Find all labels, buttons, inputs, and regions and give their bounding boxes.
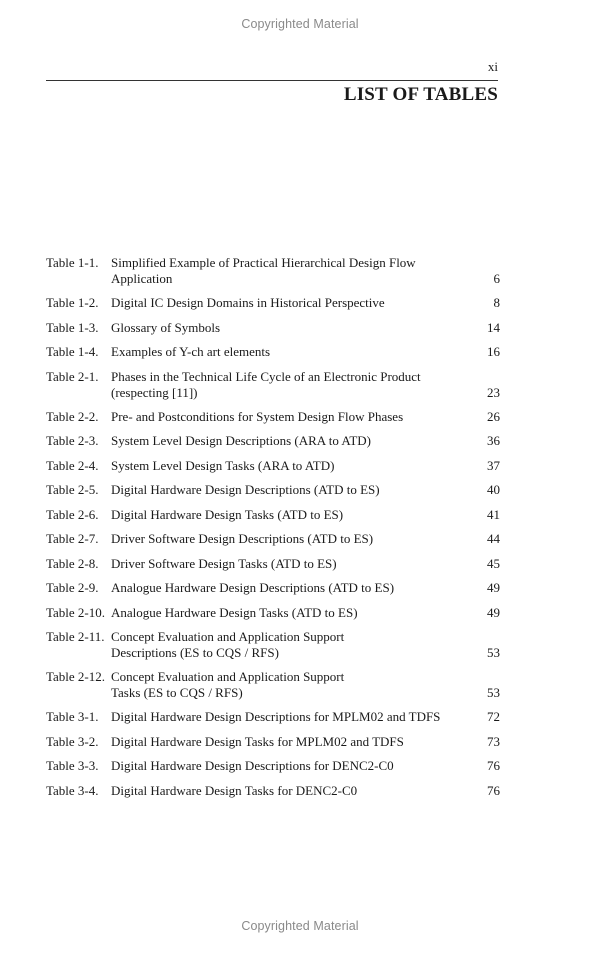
table-number: Table 2-3. xyxy=(46,433,99,448)
table-title xyxy=(111,255,470,287)
table-number: Table 2-1. xyxy=(46,368,99,384)
table-title-line: Phases in the Technical Life Cycle of an Electronic Product xyxy=(111,368,421,384)
page-reference: 72 xyxy=(487,709,500,724)
toc-entry xyxy=(46,758,500,774)
toc-entry xyxy=(46,369,500,401)
table-title-line: Glossary of Symbols xyxy=(111,319,221,335)
table-title-line: Digital Hardware Design Descriptions (ATD to ES) xyxy=(111,482,380,497)
page-reference: 26 xyxy=(487,408,500,424)
table-title xyxy=(111,320,470,336)
page-reference: 49 xyxy=(487,580,500,595)
table-title xyxy=(111,605,470,621)
toc-entry xyxy=(46,580,500,596)
table-title xyxy=(111,482,470,498)
page-reference: 14 xyxy=(487,319,500,335)
table-title-line: Examples of Y-ch art elements xyxy=(111,344,271,359)
table-title xyxy=(111,556,470,572)
toc-entry xyxy=(46,433,500,449)
table-number: Table 1-3. xyxy=(46,319,99,335)
table-title xyxy=(111,709,470,725)
table-title xyxy=(111,783,470,799)
table-title-line: Digital Hardware Design Tasks for MPLM02 and TDFS xyxy=(111,733,404,749)
table-title-line: Concept Evaluation and Application Support xyxy=(111,669,345,684)
table-title xyxy=(111,409,470,425)
table-number: Table 1-4. xyxy=(46,344,99,359)
table-title xyxy=(111,433,470,449)
table-title-line: System Level Design Descriptions (ARA to ATD) xyxy=(111,433,371,448)
table-title xyxy=(111,629,470,661)
toc-entry xyxy=(46,531,500,547)
page-reference: 45 xyxy=(487,555,500,571)
toc-entry xyxy=(46,320,500,336)
page-title: LIST OF TABLES xyxy=(343,84,498,105)
table-title-line: Digital IC Design Domains in Historical Perspective xyxy=(111,295,385,310)
list-of-tables xyxy=(46,255,500,807)
page-reference: 73 xyxy=(487,733,500,749)
table-title xyxy=(111,580,470,596)
table-number: Table 2-7. xyxy=(46,531,99,546)
table-title-line: Descriptions (ES to CQS / RFS) xyxy=(111,645,279,660)
page-reference: 41 xyxy=(487,506,500,522)
table-number: Table 3-3. xyxy=(46,758,99,773)
toc-entry xyxy=(46,295,500,311)
toc-entry xyxy=(46,629,500,661)
page-reference: 44 xyxy=(487,531,500,546)
table-number: Table 3-2. xyxy=(46,733,99,749)
table-title-line: Application xyxy=(111,271,173,286)
table-title xyxy=(111,344,470,360)
table-title-line: (respecting [11]) xyxy=(111,384,198,400)
table-number: Table 2-6. xyxy=(46,506,99,522)
table-number: Table 2-9. xyxy=(46,580,99,595)
page-reference: 53 xyxy=(487,685,500,700)
table-title-line: Tasks (ES to CQS / RFS) xyxy=(111,685,243,700)
table-title-line: Concept Evaluation and Application Support xyxy=(111,629,345,644)
table-number: Table 2-12. xyxy=(46,669,106,684)
table-number: Table 1-1. xyxy=(46,255,99,270)
watermark-bottom: Copyrighted Material xyxy=(241,919,359,933)
page-reference: 49 xyxy=(487,604,500,620)
page-reference: 40 xyxy=(487,482,500,497)
table-title xyxy=(111,295,470,311)
table-number: Table 2-8. xyxy=(46,555,99,571)
page-reference: 76 xyxy=(487,782,500,798)
toc-entry xyxy=(46,709,500,725)
table-number: Table 2-10. xyxy=(46,604,106,620)
page-reference: 36 xyxy=(487,433,500,448)
watermark-top: Copyrighted Material xyxy=(241,17,359,31)
table-number: Table 2-2. xyxy=(46,408,99,424)
table-number: Table 3-4. xyxy=(46,782,99,798)
table-number: Table 3-1. xyxy=(46,709,99,724)
page-reference: 23 xyxy=(487,384,500,400)
table-title xyxy=(111,507,470,523)
toc-entry xyxy=(46,344,500,360)
table-title-line: Driver Software Design Tasks (ATD to ES) xyxy=(111,555,337,571)
table-title-line: Digital Hardware Design Descriptions for MPLM02 and TDFS xyxy=(111,709,441,724)
table-number: Table 2-4. xyxy=(46,457,99,473)
table-title-line: Digital Hardware Design Tasks for DENC2-C0 xyxy=(111,782,358,798)
page-reference: 6 xyxy=(493,271,500,286)
table-title xyxy=(111,734,470,750)
toc-entry xyxy=(46,669,500,701)
table-title xyxy=(111,369,470,401)
toc-entry xyxy=(46,556,500,572)
table-title xyxy=(111,758,470,774)
table-title xyxy=(111,669,470,701)
page-reference: 37 xyxy=(487,457,500,473)
page-number: xi xyxy=(487,59,498,74)
table-title xyxy=(111,458,470,474)
header-rule xyxy=(46,80,498,81)
table-title xyxy=(111,531,470,547)
toc-entry xyxy=(46,783,500,799)
toc-entry xyxy=(46,458,500,474)
toc-entry xyxy=(46,507,500,523)
page-reference: 16 xyxy=(487,344,500,359)
toc-entry xyxy=(46,734,500,750)
table-title-line: Digital Hardware Design Descriptions for DENC2-C0 xyxy=(111,758,394,773)
table-title-line: Analogue Hardware Design Descriptions (ATD to ES) xyxy=(111,580,395,595)
table-title-line: Simplified Example of Practical Hierarchical Design Flow xyxy=(111,255,416,270)
table-number: Table 2-5. xyxy=(46,482,99,497)
toc-entry xyxy=(46,409,500,425)
toc-entry xyxy=(46,255,500,287)
page-reference: 8 xyxy=(493,295,500,310)
page-reference: 76 xyxy=(487,758,500,773)
table-title-line: Digital Hardware Design Tasks (ATD to ES) xyxy=(111,506,344,522)
table-title-line: System Level Design Tasks (ARA to ATD) xyxy=(111,457,335,473)
page-reference: 53 xyxy=(487,645,500,660)
toc-entry xyxy=(46,605,500,621)
table-number: Table 2-11. xyxy=(46,629,105,644)
table-number: Table 1-2. xyxy=(46,295,99,310)
table-title-line: Analogue Hardware Design Tasks (ATD to ES) xyxy=(111,604,358,620)
table-title-line: Driver Software Design Descriptions (ATD to ES) xyxy=(111,531,374,546)
toc-entry xyxy=(46,482,500,498)
table-title-line: Pre- and Postconditions for System Design Flow Phases xyxy=(111,408,404,424)
